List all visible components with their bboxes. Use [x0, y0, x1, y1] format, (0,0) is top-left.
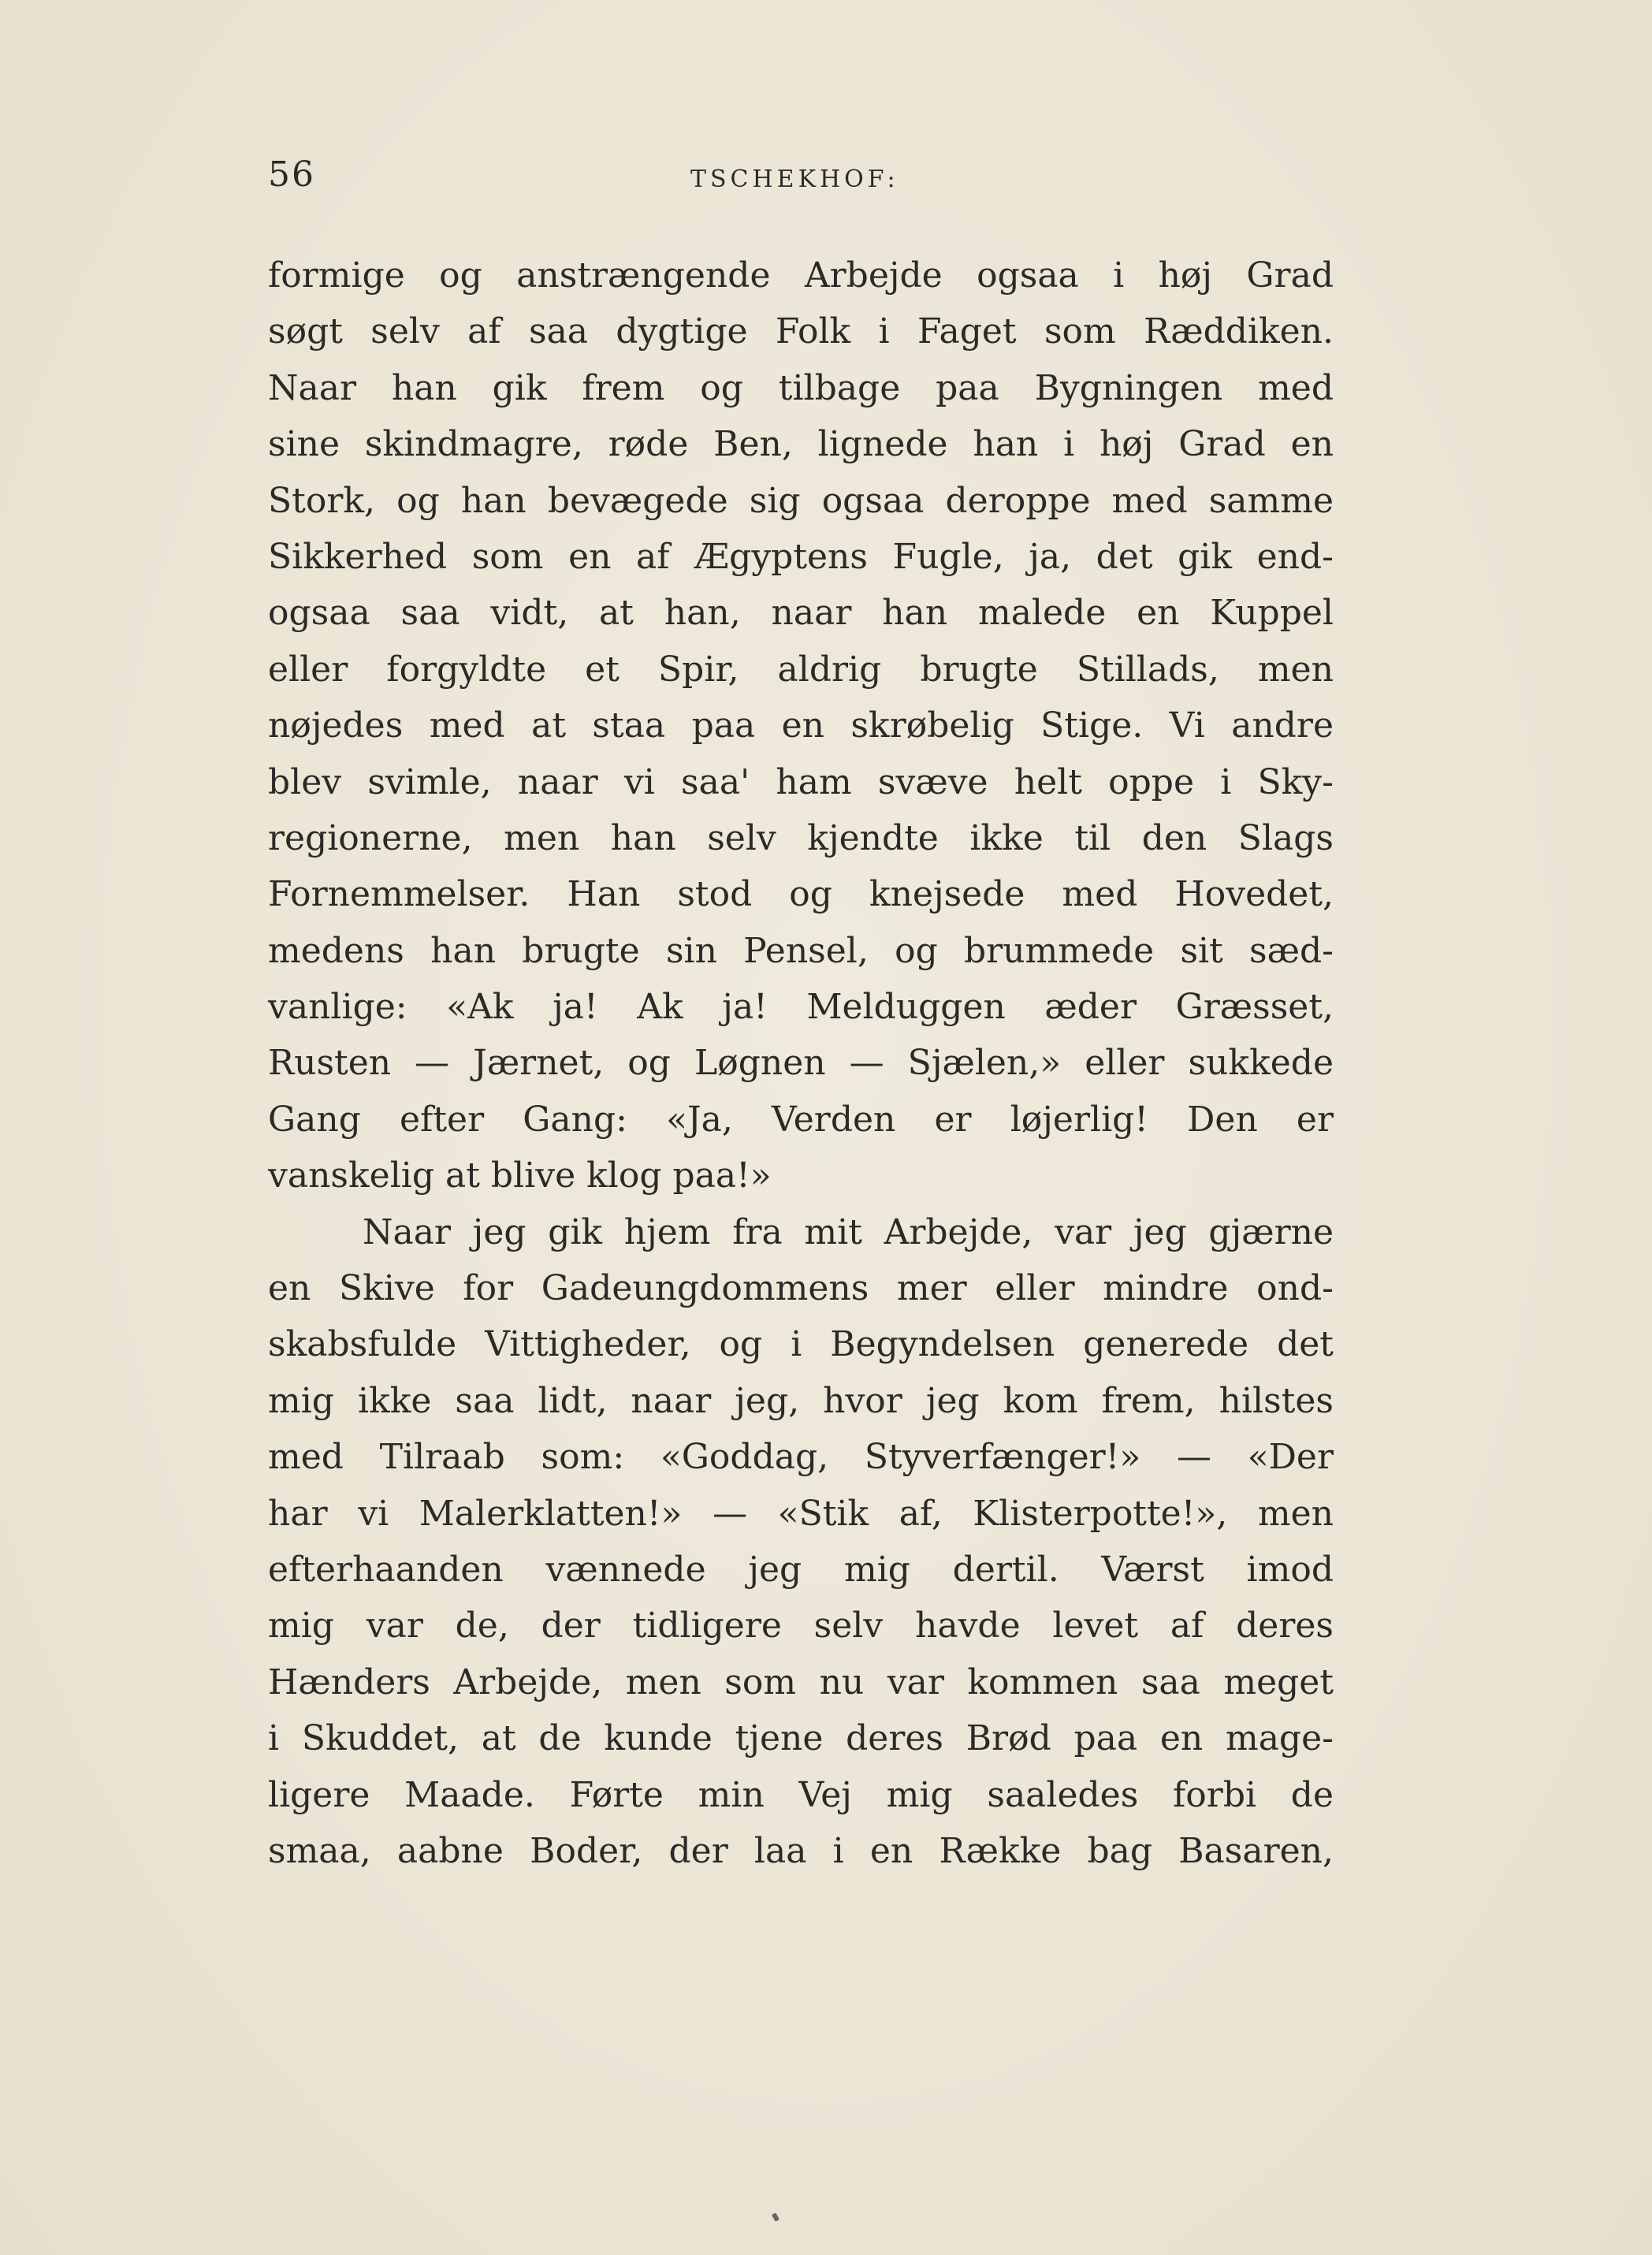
text-line: medens han brugte sin Pensel, og brummede sit sæd- [268, 930, 1334, 971]
text-line: i Skuddet, at de kunde tjene deres Brød paa en mage- [268, 1718, 1334, 1759]
text-line: vanskelig at blive klog paa!» [268, 1155, 772, 1196]
text-line: ogsaa saa vidt, at han, naar han malede en Kuppel [268, 593, 1334, 634]
running-head [268, 154, 1332, 202]
text-line: Gang efter Gang: «Ja, Verden er løjerlig! Den er [268, 1099, 1334, 1140]
text-line: Naar han gik frem og tilbage paa Bygningen med [268, 367, 1334, 408]
text-line: har vi Malerklatten!» — «Stik af, Klisterpotte!», men [268, 1493, 1334, 1534]
text-line: Hænders Arbejde, men som nu var kommen saa meget [268, 1661, 1334, 1702]
text-line: mig var de, der tidligere selv havde levet af deres [268, 1606, 1334, 1647]
paragraph-start-line: Naar jeg gik hjem fra mit Arbejde, var jeg gjærne [363, 1211, 1334, 1252]
text-line: regionerne, men han selv kjendte ikke til den Slags [268, 817, 1334, 858]
text-line: formige og anstrængende Arbejde ogsaa i høj Grad [268, 255, 1334, 296]
text-line: mig ikke saa lidt, naar jeg, hvor jeg kom frem, hilstes [268, 1380, 1334, 1421]
text-line: vanlige: «Ak ja! Ak ja! Melduggen æder Græsset, [268, 987, 1334, 1028]
text-line: Rusten — Jærnet, og Løgnen — Sjælen,» eller sukkede [268, 1043, 1334, 1084]
printer-mark [772, 2212, 779, 2222]
text-line: Sikkerhed som en af Ægyptens Fugle, ja, det gik end- [268, 536, 1334, 577]
text-line: eller forgyldte et Spir, aldrig brugte Stillads, men [268, 649, 1334, 690]
text-line: nøjedes med at staa paa en skrøbelig Stige. Vi andre [268, 705, 1334, 746]
text-line: søgt selv af saa dygtige Folk i Faget som Ræddiken. [268, 311, 1334, 352]
text-line: efterhaanden vænnede jeg mig dertil. Værst imod [268, 1549, 1334, 1590]
text-line: blev svimle, naar vi saa' ham svæve helt oppe i Sky- [268, 761, 1334, 802]
running-title: TSCHEKHOF: [690, 166, 899, 193]
text-line: en Skive for Gadeungdommens mer eller mindre ond- [268, 1268, 1334, 1309]
text-line: med Tilraab som: «Goddag, Styverfænger!» — «Der [268, 1437, 1334, 1478]
text-line: Stork, og han bevægede sig ogsaa deroppe med samme [268, 480, 1334, 521]
text-line: Fornemmelser. Han stod og knejsede med Hovedet, [268, 874, 1334, 915]
body-text [268, 247, 1334, 1879]
text-line: ligere Maade. Førte min Vej mig saaledes forbi de [268, 1774, 1334, 1815]
text-line: smaa, aabne Boder, der laa i en Række bag Basaren, [268, 1830, 1334, 1871]
text-line: skabsfulde Vittigheder, og i Begyndelsen generede det [268, 1324, 1334, 1365]
page-number: 56 [268, 154, 315, 195]
text-line: sine skindmagre, røde Ben, lignede han i høj Grad en [268, 424, 1334, 465]
